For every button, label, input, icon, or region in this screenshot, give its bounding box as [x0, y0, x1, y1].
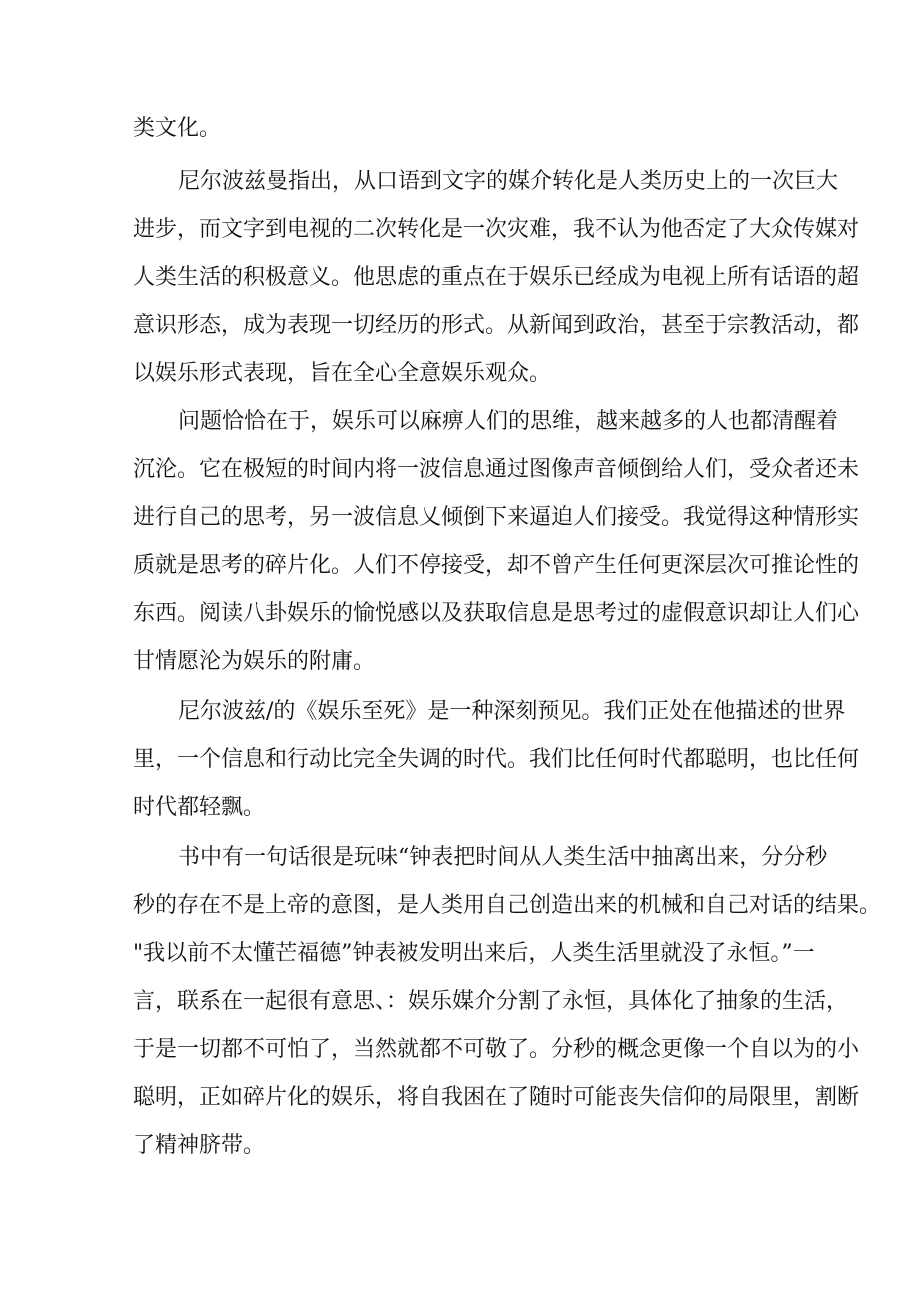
- text-line: 聪明，正如碎片化的娱乐，将自我困在了随时可能丧失信仰的局限里，割断: [133, 1085, 860, 1110]
- text-line: 了精神脐带。: [133, 1133, 266, 1158]
- text-line: 于是一切都不可怕了，当然就都不可敬了。分秒的概念更像一个自以为的小: [133, 1037, 860, 1062]
- text-line: 甘情愿沦为娱乐的附庸。: [133, 649, 376, 674]
- text-line: 问题恰恰在于，娱乐可以麻痹人们的思维，越来越多的人也都清醒着: [178, 409, 839, 434]
- text-line: 尼尔波兹/的《娱乐至死》是一种深刻预见。我们正处在他描述的世界: [178, 699, 846, 724]
- text-line: 尼尔波兹曼指出，从口语到文字的媒介转化是人类历史上的一次巨大: [178, 169, 839, 194]
- text-line: 质就是思考的碎片化。人们不停接受，却不曾产生任何更深层次可推论性的: [133, 553, 860, 578]
- text-line: 里，一个信息和行动比完全失调的时代。我们比任何时代都聪明，也比任何: [133, 747, 860, 772]
- text-line: 进行自己的思考，另一波信息乂倾倒下来逼迫人们接受。我觉得这种情形实: [133, 505, 860, 530]
- text-line: 进步，而文字到电视的二次转化是一次灾难，我不认为他否定了大众传媒对: [133, 217, 860, 242]
- text-line: 人类生活的积极意义。他思虑的重点在于娱乐已经成为电视上所有话语的超: [133, 265, 860, 290]
- text-line: 时代都轻飘。: [133, 795, 266, 820]
- text-line: "我以前不太懂芒福德”钟表被发明出来后，人类生活里就没了永恒。”一: [133, 941, 815, 966]
- text-line: 书中有一句话很是玩味“钟表把时间从人类生活中抽离出来，分分秒: [178, 845, 828, 870]
- text-line: 意识形态，成为表现一切经历的形式。从新闻到政治，甚至于宗教活动，都: [133, 313, 860, 338]
- text-line: 秒的存在不是上帝的意图，是人类用自己创造出来的机械和自己对话的结果。: [133, 893, 882, 918]
- text-line: 沉沦。它在极短的时间内将一波信息通过图像声音倾倒给人们，受众者还未: [133, 457, 860, 482]
- text-line: 言，联系在一起很有意思、：娱乐媒介分割了永恒，具体化了抽象的生活，: [133, 989, 849, 1014]
- text-line: 类文化。: [133, 116, 222, 141]
- text-line: 以娱乐形式表现，旨在全心全意娱乐观众。: [133, 361, 552, 386]
- text-line: 东西。阅读八卦娱乐的愉悦感以及获取信息是思考过的虚假意识却让人们心: [133, 601, 860, 626]
